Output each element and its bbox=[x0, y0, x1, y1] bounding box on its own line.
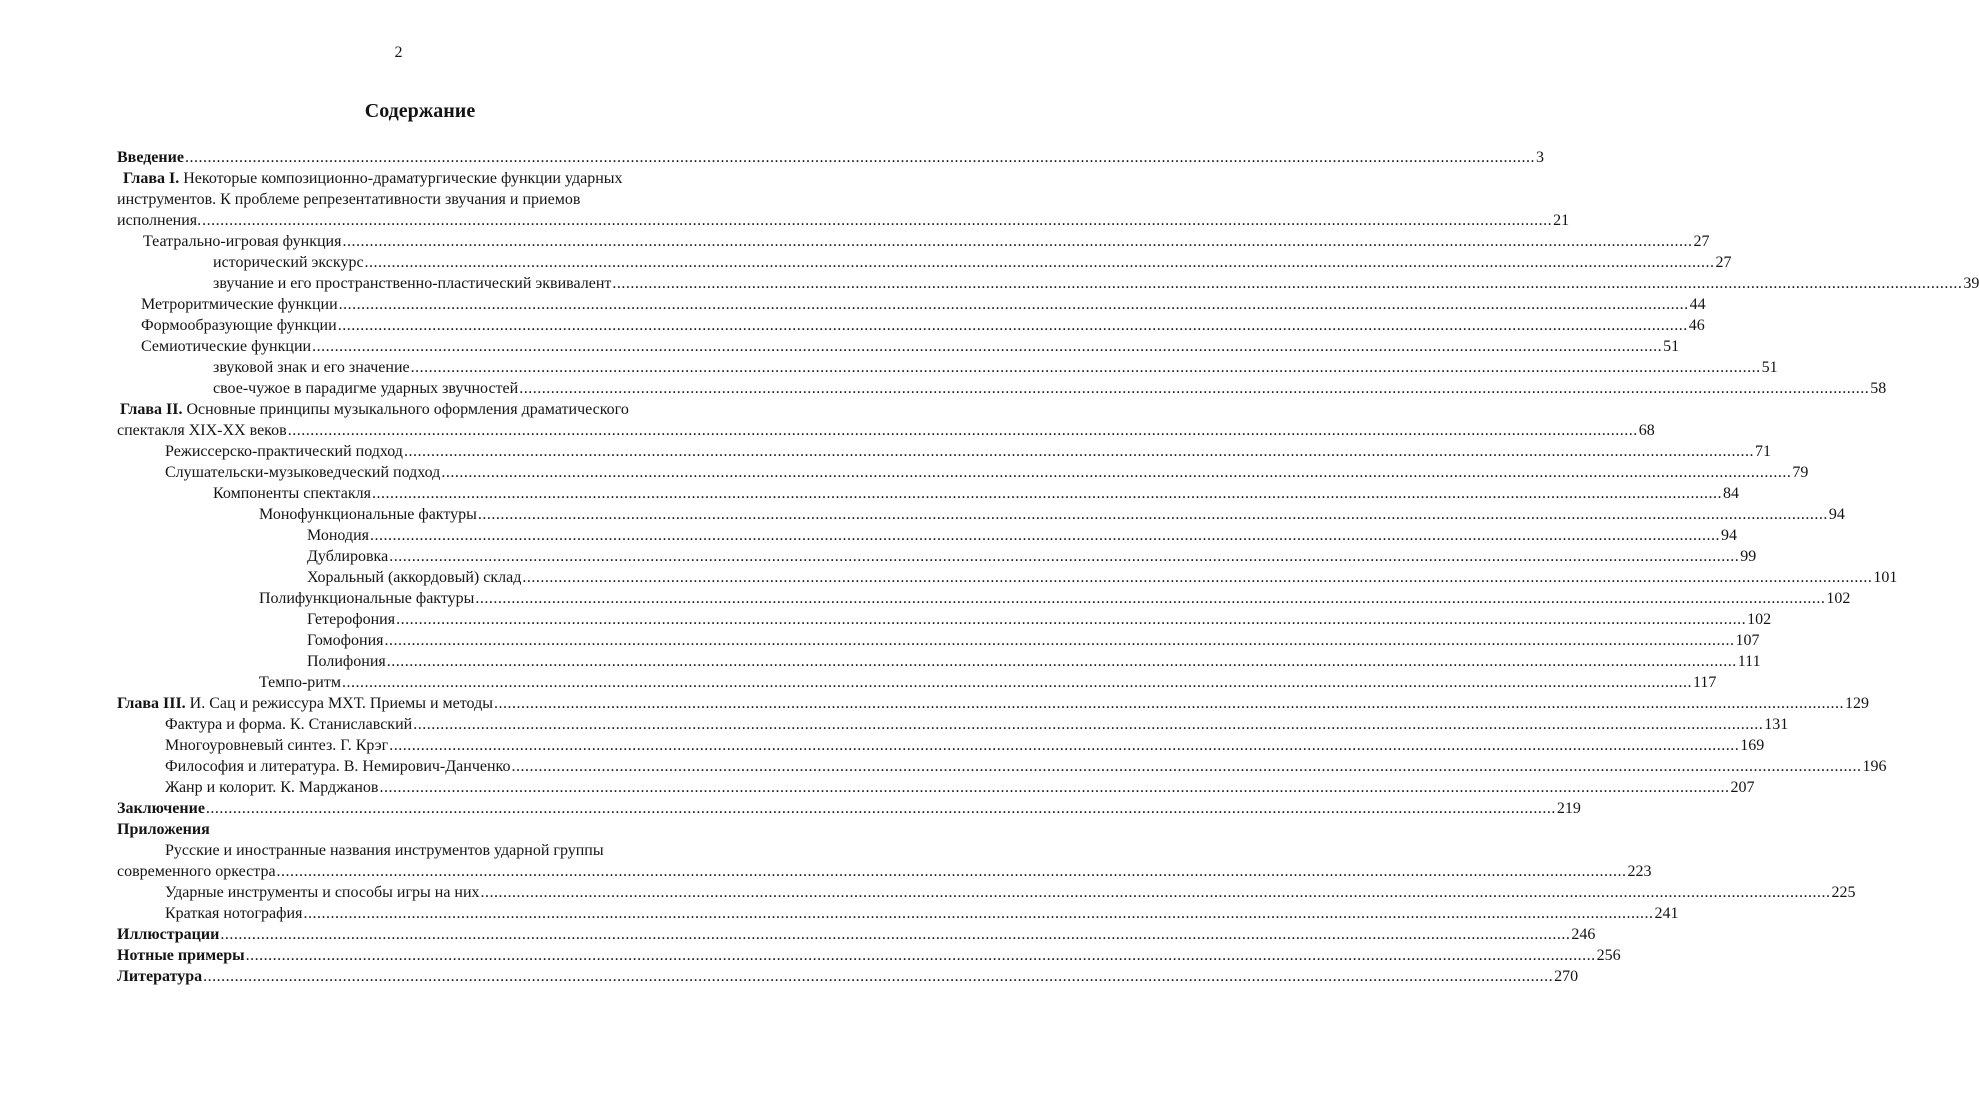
toc-line bbox=[259, 672, 1717, 693]
toc-entry-text: Гомофония bbox=[307, 632, 384, 649]
toc-entry-title bbox=[117, 147, 184, 168]
toc-entry-text: свое-чужое в парадигме ударных звучностей bbox=[213, 380, 519, 397]
dot-leader: ............................................................................................................................................................................................................................................................................................................ bbox=[522, 569, 1873, 586]
toc-line bbox=[307, 525, 1737, 546]
toc-line bbox=[307, 609, 1772, 630]
toc-line bbox=[117, 966, 1579, 987]
toc-entry-text: современного оркестра bbox=[117, 863, 276, 880]
toc-entry-text: Гетерофония bbox=[307, 611, 396, 628]
toc-entry-title bbox=[213, 357, 410, 378]
toc-entry-title bbox=[117, 861, 276, 882]
toc-entry-text: Краткая нотография bbox=[165, 905, 303, 922]
toc-entry-title bbox=[307, 651, 386, 672]
toc-entry-lead: Введение bbox=[117, 149, 184, 166]
dot-leader: ............................................................................................................................................................................................................................................................................................................ bbox=[389, 737, 1740, 754]
toc-entry-title bbox=[165, 756, 511, 777]
toc-line bbox=[165, 840, 728, 861]
toc-page-number: 117 bbox=[1692, 674, 1717, 691]
toc-line bbox=[117, 189, 728, 210]
toc-entry-text: Семиотические функции bbox=[141, 338, 312, 355]
toc-entry-text: Фактура и форма. К. Станиславский bbox=[165, 716, 413, 733]
toc-entry-title bbox=[213, 483, 371, 504]
dot-leader: ............................................................................................................................................................................................................................................................................................................ bbox=[441, 464, 1792, 481]
toc-entry-title bbox=[117, 821, 210, 838]
toc-entry-text: Монофункциональные фактуры bbox=[259, 506, 477, 523]
dot-leader: ............................................................................................................................................................................................................................................................................................................ bbox=[389, 548, 1740, 565]
toc-entry-title bbox=[117, 966, 202, 987]
toc-line bbox=[117, 924, 1596, 945]
toc-page-number: 51 bbox=[1663, 338, 1680, 355]
dot-leader: ............................................................................................................................................................................................................................................................................................................ bbox=[475, 590, 1826, 607]
page-number: 2 bbox=[394, 44, 403, 61]
toc-entry-title bbox=[165, 777, 378, 798]
toc-entry-text: инструментов. К проблеме репрезентативности звучания и приемов bbox=[117, 191, 581, 208]
toc-page-number: 99 bbox=[1740, 548, 1757, 565]
toc-page-number: 27 bbox=[1693, 233, 1710, 250]
dot-leader: ............................................................................................................................................................................................................................................................................................................ bbox=[410, 359, 1761, 376]
toc-page-number: 71 bbox=[1754, 443, 1771, 460]
dot-leader: ............................................................................................................................................................................................................................................................................................................ bbox=[338, 296, 1689, 313]
toc-page-number: 39 bbox=[1963, 275, 1979, 292]
toc-entry-title bbox=[307, 609, 395, 630]
toc-entry-title bbox=[165, 882, 480, 903]
toc-line bbox=[117, 945, 1621, 966]
dot-leader: ............................................................................................................................................................................................................................................................................................................ bbox=[287, 422, 1638, 439]
toc-entry-text: спектакля XIX-XX веков bbox=[117, 422, 287, 439]
toc-page-number: 270 bbox=[1554, 968, 1579, 985]
toc-page-number: 84 bbox=[1722, 485, 1739, 502]
toc-entry-title bbox=[165, 735, 388, 756]
toc-entry-text: Темпо-ритм bbox=[259, 674, 341, 691]
toc-entry-text: Ударные инструменты и способы игры на них bbox=[165, 884, 480, 901]
toc-entry-text: Монодия bbox=[307, 527, 369, 544]
toc-page-number: 169 bbox=[1740, 737, 1765, 754]
dot-leader: ............................................................................................................................................................................................................................................................................................................ bbox=[403, 443, 1754, 460]
toc-line bbox=[143, 231, 1710, 252]
toc-entry-title bbox=[165, 441, 403, 462]
toc-page-number: 219 bbox=[1556, 800, 1581, 817]
toc-entry-lead: Нотные примеры bbox=[117, 947, 245, 964]
toc-page-number: 94 bbox=[1828, 506, 1845, 523]
dot-leader: ............................................................................................................................................................................................................................................................................................................ bbox=[202, 212, 1553, 229]
toc-line bbox=[117, 861, 1652, 882]
toc-entry-text: Метроритмические функции bbox=[141, 296, 338, 313]
toc-entry-title bbox=[143, 231, 341, 252]
toc-line bbox=[165, 714, 1789, 735]
toc-entry-title bbox=[259, 588, 474, 609]
toc-page-number: 102 bbox=[1747, 611, 1772, 628]
toc-entry-text: исполнения. bbox=[117, 212, 202, 229]
toc-line bbox=[213, 357, 1778, 378]
toc-line bbox=[307, 546, 1757, 567]
dot-leader: ............................................................................................................................................................................................................................................................................................................ bbox=[184, 149, 1535, 166]
toc-entry-text: Компоненты спектакля bbox=[213, 485, 371, 502]
toc-page-number: 256 bbox=[1596, 947, 1621, 964]
toc-entry-title bbox=[117, 924, 219, 945]
toc-entry-title bbox=[259, 504, 477, 525]
toc-line bbox=[141, 294, 1706, 315]
toc-page-number: 46 bbox=[1688, 317, 1705, 334]
toc-line bbox=[117, 693, 1869, 714]
dot-leader: ............................................................................................................................................................................................................................................................................................................ bbox=[220, 926, 1571, 943]
toc-page-number: 3 bbox=[1535, 149, 1544, 166]
toc-entry-title bbox=[307, 630, 384, 651]
dot-leader: ............................................................................................................................................................................................................................................................................................................ bbox=[312, 338, 1663, 355]
dot-leader: ............................................................................................................................................................................................................................................................................................................ bbox=[413, 716, 1764, 733]
toc-entry-text: Русские и иностранные названия инструментов ударной группы bbox=[165, 842, 604, 859]
dot-leader: ............................................................................................................................................................................................................................................................................................................ bbox=[245, 947, 1596, 964]
toc-line bbox=[117, 420, 1655, 441]
toc-entry-text: Хоральный (аккордовый) склад bbox=[307, 569, 522, 586]
toc-entry-text: Театрально-игровая функция bbox=[143, 233, 342, 250]
toc-entry-text: Жанр и колорит. К. Марджанов bbox=[165, 779, 379, 796]
toc-entry-lead: Глава III. bbox=[117, 695, 186, 712]
toc-line bbox=[123, 168, 728, 189]
toc-entry-text: исторический экскурс bbox=[213, 254, 364, 271]
toc-entry-text: Основные принципы музыкального оформления драматического bbox=[182, 401, 629, 418]
toc-line bbox=[117, 819, 728, 840]
toc-entry-title bbox=[117, 798, 205, 819]
toc-line bbox=[165, 462, 1809, 483]
toc-page-number: 107 bbox=[1735, 632, 1760, 649]
toc-page-number: 58 bbox=[1870, 380, 1887, 397]
toc-entry-title bbox=[213, 378, 518, 399]
toc-line bbox=[120, 399, 728, 420]
toc-line bbox=[165, 441, 1771, 462]
toc-entry-title bbox=[120, 401, 629, 418]
toc-line bbox=[213, 483, 1739, 504]
dot-leader: ............................................................................................................................................................................................................................................................................................................ bbox=[205, 800, 1556, 817]
toc-page-number: 207 bbox=[1730, 779, 1755, 796]
dot-leader: ............................................................................................................................................................................................................................................................................................................ bbox=[511, 758, 1862, 775]
toc-entry-lead: Иллюстрации bbox=[117, 926, 220, 943]
dot-leader: ............................................................................................................................................................................................................................................................................................................ bbox=[370, 527, 1720, 544]
toc-entry-title bbox=[165, 903, 302, 924]
toc-page-number: 131 bbox=[1764, 716, 1789, 733]
dot-leader: ............................................................................................................................................................................................................................................................................................................ bbox=[396, 611, 1747, 628]
toc-page-number: 241 bbox=[1654, 905, 1679, 922]
dot-leader: ............................................................................................................................................................................................................................................................................................................ bbox=[477, 506, 1828, 523]
toc-line bbox=[117, 798, 1581, 819]
toc-entry-title bbox=[165, 842, 604, 859]
toc-line bbox=[141, 336, 1680, 357]
toc-entry-text: Полифония bbox=[307, 653, 386, 670]
dot-leader: ............................................................................................................................................................................................................................................................................................................ bbox=[341, 674, 1692, 691]
toc-line bbox=[259, 504, 1845, 525]
toc-entry-lead: Заключение bbox=[117, 800, 205, 817]
toc-page-number: 21 bbox=[1553, 212, 1570, 229]
toc-line bbox=[213, 252, 1732, 273]
toc-entry-text: Многоуровневый синтез. Г. Крэг bbox=[165, 737, 389, 754]
toc-line bbox=[165, 882, 1856, 903]
toc-page-number: 223 bbox=[1627, 863, 1652, 880]
dot-leader: ............................................................................................................................................................................................................................................................................................................ bbox=[384, 632, 1735, 649]
dot-leader: ............................................................................................................................................................................................................................................................................................................ bbox=[303, 905, 1654, 922]
toc-entry-title bbox=[307, 546, 388, 567]
toc-page-number: 27 bbox=[1715, 254, 1732, 271]
toc-entry-title bbox=[307, 567, 521, 588]
dot-leader: ............................................................................................................................................................................................................................................................................................................ bbox=[519, 380, 1870, 397]
toc-line bbox=[117, 210, 1570, 231]
toc-page-number: 129 bbox=[1844, 695, 1869, 712]
toc-entry-text: Дублировка bbox=[307, 548, 389, 565]
dot-leader: ............................................................................................................................................................................................................................................................................................................ bbox=[371, 485, 1722, 502]
toc-line bbox=[307, 567, 1898, 588]
toc-page-number: 196 bbox=[1862, 758, 1887, 775]
toc-entry-title bbox=[123, 170, 623, 187]
toc-entry-title bbox=[117, 191, 580, 208]
toc-page-number: 44 bbox=[1689, 296, 1706, 313]
toc-entry-title bbox=[141, 336, 311, 357]
toc-page-number: 79 bbox=[1792, 464, 1809, 481]
toc-page-number: 102 bbox=[1826, 590, 1851, 607]
toc-entry-lead: Литература bbox=[117, 968, 203, 985]
toc-entry-title bbox=[141, 315, 337, 336]
toc-entry-title bbox=[141, 294, 338, 315]
toc-entry-text: звуковой знак и его значение bbox=[213, 359, 410, 376]
toc-entry-title bbox=[117, 210, 201, 231]
toc-page-number: 101 bbox=[1873, 569, 1898, 586]
toc-page-number: 51 bbox=[1761, 359, 1778, 376]
toc-entry-title bbox=[213, 252, 364, 273]
toc-entry-text: И. Сац и режиссура МХТ. Приемы и методы bbox=[185, 695, 493, 712]
dot-leader: ............................................................................................................................................................................................................................................................................................................ bbox=[337, 317, 1688, 334]
toc-line bbox=[213, 273, 1979, 294]
toc-line bbox=[165, 777, 1755, 798]
toc-entry-title bbox=[259, 672, 341, 693]
dot-leader: ............................................................................................................................................................................................................................................................................................................ bbox=[480, 884, 1831, 901]
toc-page-number: 68 bbox=[1638, 422, 1655, 439]
dot-leader: ............................................................................................................................................................................................................................................................................................................ bbox=[379, 779, 1730, 796]
toc-entry-text: Режиссерско-практический подход bbox=[165, 443, 403, 460]
toc-entry-title bbox=[165, 714, 412, 735]
toc-entry-lead: Глава I. bbox=[123, 170, 180, 187]
dot-leader: ............................................................................................................................................................................................................................................................................................................ bbox=[364, 254, 1715, 271]
toc-line bbox=[213, 378, 1887, 399]
dot-leader: ............................................................................................................................................................................................................................................................................................................ bbox=[493, 695, 1844, 712]
dot-leader: ............................................................................................................................................................................................................................................................................................................ bbox=[276, 863, 1627, 880]
page-title: Содержание bbox=[364, 100, 476, 122]
toc-entry-text: Формообразующие функции bbox=[141, 317, 337, 334]
toc-line bbox=[307, 651, 1761, 672]
toc-entry-title bbox=[213, 273, 611, 294]
toc-entry-title bbox=[117, 420, 287, 441]
toc-line bbox=[307, 630, 1760, 651]
toc-line bbox=[141, 315, 1705, 336]
toc-entry-text: Некоторые композиционно-драматургические функции ударных bbox=[179, 170, 623, 187]
toc-line bbox=[259, 588, 1851, 609]
toc-entry-title bbox=[165, 462, 440, 483]
toc-entry-text: Слушательски-музыковедческий подход bbox=[165, 464, 441, 481]
toc-line bbox=[117, 147, 1544, 168]
toc-entry-lead: Приложения bbox=[117, 821, 210, 838]
toc-entry-text: Полифункциональные фактуры bbox=[259, 590, 475, 607]
toc-entry-title bbox=[307, 525, 369, 546]
toc-entry-text: звучание и его пространственно-пластический эквивалент bbox=[213, 275, 612, 292]
dot-leader: ............................................................................................................................................................................................................................................................................................................ bbox=[203, 968, 1554, 985]
toc-page-number: 111 bbox=[1737, 653, 1761, 670]
toc-entry-text: Философия и литература. В. Немирович-Данченко bbox=[165, 758, 511, 775]
toc-entry-lead: Глава II. bbox=[120, 401, 183, 418]
toc-page-number: 225 bbox=[1831, 884, 1856, 901]
dot-leader: ............................................................................................................................................................................................................................................................................................................ bbox=[386, 653, 1737, 670]
dot-leader: ............................................................................................................................................................................................................................................................................................................ bbox=[342, 233, 1693, 250]
toc-line bbox=[165, 735, 1765, 756]
toc-line bbox=[165, 756, 1887, 777]
toc-page-number: 246 bbox=[1571, 926, 1596, 943]
toc-entry-title bbox=[117, 693, 493, 714]
toc-page-number: 94 bbox=[1721, 527, 1737, 544]
dot-leader: ............................................................................................................................................................................................................................................................................................................ bbox=[612, 275, 1963, 292]
toc-line bbox=[165, 903, 1679, 924]
toc-entry-title bbox=[117, 945, 245, 966]
